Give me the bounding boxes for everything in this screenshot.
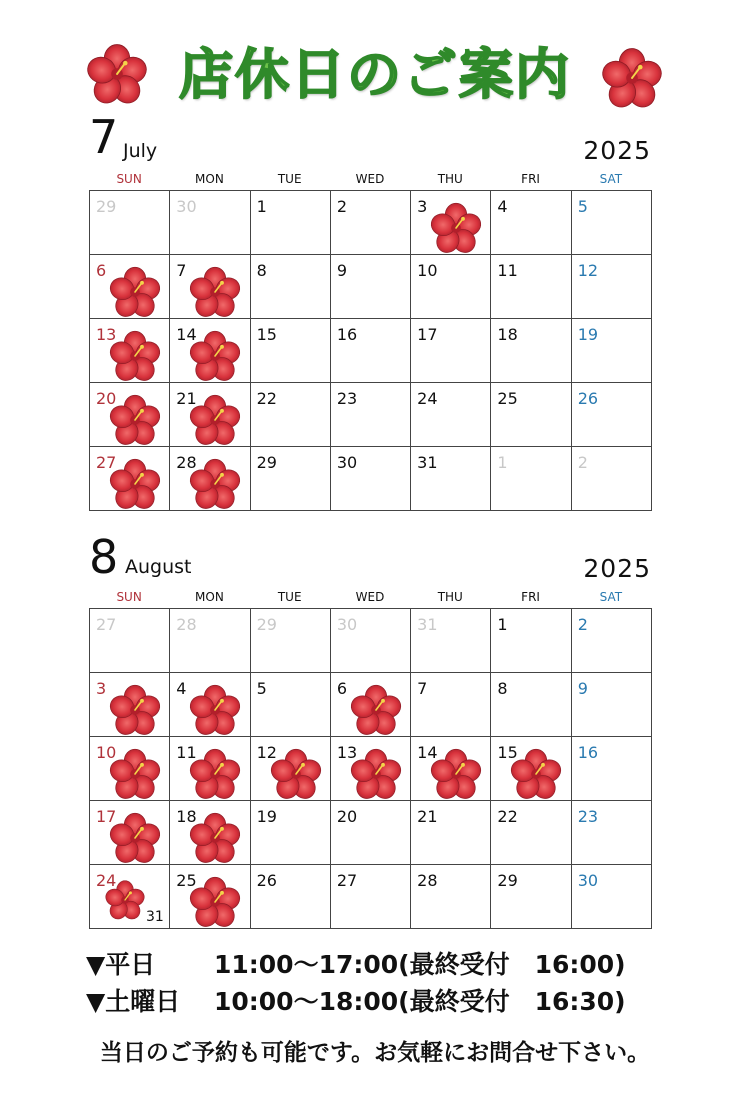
reservation-note: 当日のご予約も可能です。お気軽にお問合せ下さい。 [99, 1040, 651, 1066]
calendar-day-cell [331, 255, 411, 319]
calendar-grid [89, 190, 652, 511]
calendar-day-cell [90, 609, 170, 673]
calendar-day-cell [251, 191, 331, 255]
calendar-day-cell [491, 447, 571, 511]
day-number: 12 [577, 261, 599, 280]
hibiscus-flower-icon [188, 265, 242, 319]
day-number: 30 [176, 197, 197, 216]
day-number: 15 [497, 743, 518, 762]
weekday-fri: FRI [521, 172, 540, 186]
calendar-day-cell [491, 319, 571, 383]
day-number: 8 [497, 679, 508, 698]
calendar-day-cell [331, 319, 411, 383]
calendar-day-cell [90, 191, 170, 255]
calendar-day-cell [90, 737, 170, 801]
calendar-day-cell [251, 255, 331, 319]
calendar-day-cell [572, 609, 652, 673]
calendar-day-cell [572, 191, 652, 255]
day-number: 3 [417, 197, 428, 216]
day-number: 28 [176, 453, 197, 472]
calendar-day-cell [90, 255, 170, 319]
day-number: 29 [256, 453, 277, 472]
calendar-day-cell [170, 319, 250, 383]
calendar-day-cell [170, 191, 250, 255]
hibiscus-flower-icon [429, 201, 483, 255]
calendar-day-cell [170, 673, 250, 737]
day-number: 15 [256, 325, 277, 344]
calendar-day-cell [331, 447, 411, 511]
calendar-day-cell [572, 737, 652, 801]
weekday-header [89, 172, 651, 186]
hibiscus-flower-icon [108, 265, 162, 319]
calendar-day-cell [411, 737, 491, 801]
weekday-mon: MON [195, 590, 224, 604]
day-number: 28 [417, 871, 438, 890]
day-number: 1 [256, 197, 267, 216]
day-number: 19 [577, 325, 599, 344]
day-number: 1 [497, 615, 508, 634]
weekday-wed: WED [355, 590, 385, 604]
calendar-day-cell [491, 383, 571, 447]
day-number: 27 [336, 871, 358, 890]
calendar-day-cell [411, 255, 491, 319]
calendar-day-cell [251, 737, 331, 801]
day-number: 26 [577, 389, 599, 408]
day-number: 6 [96, 261, 107, 280]
day-number: 11 [497, 261, 518, 280]
calendar-day-cell [251, 673, 331, 737]
day-number: 10 [96, 743, 117, 762]
calendar-day-cell [411, 319, 491, 383]
weekday-hours [86, 945, 626, 981]
calendar-day-cell [90, 865, 170, 929]
day-number: 21 [417, 807, 438, 826]
day-number: 27 [96, 615, 117, 634]
weekday-tue: TUE [277, 590, 302, 604]
calendar-day-cell [251, 865, 331, 929]
day-number: 8 [256, 261, 267, 280]
weekday-sun: SUN [116, 590, 142, 604]
calendar-day-cell [491, 255, 571, 319]
calendar-day-cell [170, 801, 250, 865]
calendar-day-cell [170, 865, 250, 929]
day-number: 7 [417, 679, 428, 698]
calendar-day-cell [170, 255, 250, 319]
day-number: 16 [336, 325, 358, 344]
calendar-day-cell [170, 609, 250, 673]
day-number: 24 [417, 389, 438, 408]
day-number: 3 [96, 679, 107, 698]
hibiscus-flower-icon [349, 683, 403, 737]
calendar-day-cell [251, 801, 331, 865]
calendar-day-cell [572, 319, 652, 383]
calendar-day-cell [251, 447, 331, 511]
calendar-day-cell [90, 319, 170, 383]
day-number: 22 [256, 389, 277, 408]
calendar-day-cell [411, 383, 491, 447]
day-number: 30 [336, 615, 358, 634]
day-number: 10 [417, 261, 438, 280]
day-number: 27 [96, 453, 117, 472]
day-number: 9 [577, 679, 588, 698]
calendar-day-cell [572, 255, 652, 319]
weekday-sun: SUN [116, 172, 142, 186]
day-number: 9 [336, 261, 348, 280]
calendar-day-cell [411, 801, 491, 865]
day-number: 23 [336, 389, 358, 408]
day-number: 14 [417, 743, 438, 762]
day-number: 29 [256, 615, 277, 634]
calendar-day-cell [331, 609, 411, 673]
weekday-sat: SAT [599, 590, 623, 604]
calendar-day-cell [251, 383, 331, 447]
calendar-day-cell [170, 447, 250, 511]
weekday-hours-time: 11:00〜17:00(最終受付 16:00) [214, 950, 626, 979]
day-number: 25 [176, 871, 197, 890]
day-number: 17 [417, 325, 438, 344]
weekday-thu: THU [437, 172, 463, 186]
month-number: 8 [89, 530, 119, 584]
weekday-wed: WED [355, 172, 385, 186]
calendar-day-cell [331, 737, 411, 801]
day-number: 20 [336, 807, 358, 826]
day-number: 2 [336, 197, 348, 216]
day-number: 13 [96, 325, 117, 344]
calendar-day-cell [572, 673, 652, 737]
weekday-mon: MON [195, 172, 224, 186]
calendar-day-cell [170, 737, 250, 801]
calendar-day-cell [170, 383, 250, 447]
day-number: 1 [497, 453, 508, 472]
day-number: 6 [336, 679, 348, 698]
calendar-day-cell [572, 865, 652, 929]
calendar-day-cell [411, 609, 491, 673]
calendar-day-cell [90, 383, 170, 447]
calendar-day-cell [411, 447, 491, 511]
calendar-day-cell [251, 319, 331, 383]
day-number-extra: 31 [146, 909, 164, 925]
calendar-day-cell [90, 673, 170, 737]
day-number: 31 [417, 453, 438, 472]
saturday-hours-label: ▼土曜日 [86, 987, 181, 1016]
calendar-day-cell [491, 737, 571, 801]
month-number: 7 [89, 110, 119, 164]
calendar-day-cell [572, 383, 652, 447]
calendar-day-cell [491, 609, 571, 673]
month-name: August [125, 556, 192, 578]
day-number: 18 [176, 807, 197, 826]
day-number: 13 [336, 743, 358, 762]
weekday-sat: SAT [599, 172, 623, 186]
day-number: 2 [577, 615, 588, 634]
day-number: 4 [176, 679, 187, 698]
calendar-day-cell [491, 801, 571, 865]
calendar-day-cell [572, 447, 652, 511]
day-number: 17 [96, 807, 117, 826]
weekday-tue: TUE [277, 172, 302, 186]
hibiscus-flower-icon [188, 683, 242, 737]
day-number: 16 [577, 743, 599, 762]
day-number: 2 [577, 453, 588, 472]
calendar-day-cell [331, 191, 411, 255]
year: 2025 [583, 136, 651, 165]
weekday-fri: FRI [521, 590, 540, 604]
calendar-day-cell [491, 673, 571, 737]
calendar-day-cell [331, 383, 411, 447]
month-name: July [123, 140, 158, 162]
day-number: 23 [577, 807, 599, 826]
weekday-hours-label: ▼平日 [86, 950, 156, 979]
day-number: 22 [497, 807, 518, 826]
calendar-day-cell [411, 673, 491, 737]
calendar-day-cell [90, 447, 170, 511]
day-number: 12 [256, 743, 277, 762]
year: 2025 [583, 554, 651, 583]
hibiscus-flower-icon [108, 683, 162, 737]
day-number: 25 [497, 389, 518, 408]
calendar-day-cell [90, 801, 170, 865]
day-number: 31 [417, 615, 438, 634]
day-number: 29 [497, 871, 518, 890]
day-number: 30 [336, 453, 358, 472]
weekday-header [89, 590, 651, 604]
calendar-day-cell [491, 865, 571, 929]
day-number: 30 [577, 871, 599, 890]
saturday-hours-time: 10:00〜18:00(最終受付 16:30) [214, 987, 626, 1016]
calendar-day-cell [411, 865, 491, 929]
calendar-day-cell [251, 609, 331, 673]
day-number: 28 [176, 615, 197, 634]
weekday-thu: THU [437, 590, 463, 604]
calendar-grid [89, 608, 652, 929]
calendar-day-cell [331, 801, 411, 865]
day-number: 26 [256, 871, 277, 890]
day-number: 7 [176, 261, 187, 280]
day-number: 20 [96, 389, 117, 408]
page-title: 店休日のご案内 [179, 43, 571, 106]
calendar-day-cell [572, 801, 652, 865]
saturday-hours [86, 982, 626, 1018]
calendar-day-cell [331, 673, 411, 737]
day-number: 14 [176, 325, 197, 344]
calendar-day-cell [411, 191, 491, 255]
day-number: 29 [96, 197, 117, 216]
calendar-day-cell [491, 191, 571, 255]
calendar-day-cell [331, 865, 411, 929]
day-number: 18 [497, 325, 518, 344]
day-number: 24 [96, 871, 117, 890]
day-number: 19 [256, 807, 277, 826]
day-number: 4 [497, 197, 508, 216]
day-number: 5 [256, 679, 267, 698]
day-number: 21 [176, 389, 197, 408]
day-number: 5 [577, 197, 588, 216]
day-number: 11 [176, 743, 197, 762]
